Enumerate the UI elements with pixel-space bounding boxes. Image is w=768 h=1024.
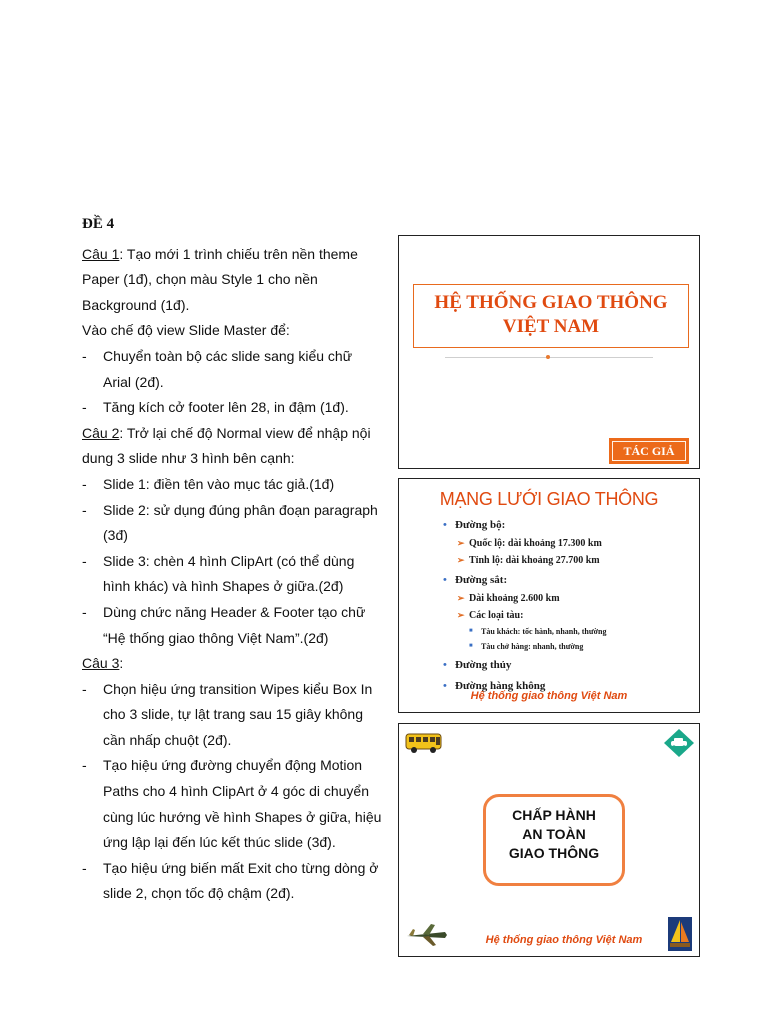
list-item-text: Tạo hiệu ứng đường chuyển động Motion Paths cho 4 hình ClipArt ở 4 góc di chuyển cùng lúc hướng về hình Shapes ở giữa, hiệu ứng lập lại đến lúc kết thúc slide (3đ). (103, 757, 382, 851)
slide-2-thumbnail (398, 478, 700, 713)
slide-2-bullet-text: Tỉnh lộ: dài khoảng 27.700 km (469, 555, 600, 566)
slide-2-bullet-text: Đường hàng không (455, 680, 546, 692)
list-item (82, 395, 382, 421)
list-item (82, 856, 382, 907)
dash-bullet: - (82, 680, 87, 697)
list-item-text: Tăng kích cở footer lên 28, in đậm (1đ). (103, 399, 349, 416)
safety-text-line-2: AN TOÀN (522, 826, 586, 842)
bullet-arrow-icon: ➢ (457, 610, 465, 620)
list-item (82, 677, 382, 754)
slide-3-footer: Hệ thống giao thông Việt Nam (485, 934, 643, 946)
slide-3-thumbnail (398, 723, 700, 957)
bullet-arrow-icon: ➢ (457, 593, 465, 603)
slide-2-bullet-level-2 (443, 610, 693, 627)
question-1-list (82, 344, 382, 421)
dash-bullet: - (82, 399, 87, 416)
dash-bullet: - (82, 347, 87, 364)
bus-clipart-icon (405, 730, 443, 756)
list-item (82, 498, 382, 549)
slide-2-bullet-level-3 (443, 642, 693, 657)
list-item-text: Dùng chức năng Header & Footer tạo chữ “Hệ thống giao thông Việt Nam”.(2đ) (103, 603, 366, 646)
bullet-dot-icon: • (443, 680, 447, 692)
slide-2-bullet-text: Tàu khách: tốc hành, nhanh, thường (481, 627, 607, 636)
bullet-dot-icon: • (443, 659, 447, 671)
list-item-text: Slide 2: sử dụng đúng phân đoạn paragraph (3đ) (103, 501, 378, 544)
question-2-list (82, 472, 382, 651)
bullet-arrow-icon: ➢ (457, 555, 465, 565)
list-item-text: Slide 1: điền tên vào mục tác giả.(1đ) (103, 475, 335, 492)
question-1-master-intro: Vào chế độ view Slide Master để: (82, 322, 290, 339)
bullet-arrow-icon: ➢ (457, 538, 465, 548)
question-3 (82, 651, 382, 677)
question-3-label: Câu 3 (82, 655, 120, 672)
slide-2-bullet-level-2 (443, 538, 693, 555)
slide-2-bullet-level-2 (443, 555, 693, 572)
bullet-square-icon: ■ (469, 628, 473, 634)
slide-2-bullet-text: Đường bộ: (455, 519, 506, 531)
question-1 (82, 242, 382, 319)
slide-2-bullet-level-2 (443, 593, 693, 610)
list-item (82, 600, 382, 651)
question-2 (82, 421, 382, 472)
list-item (82, 549, 382, 600)
question-3-list (82, 677, 382, 907)
slide-1-title-line-2: VIỆT NAM (502, 316, 600, 337)
list-item-text: Chọn hiệu ứng transition Wipes kiểu Box In cho 3 slide, tự lật trang sau 15 giây không cần nhấp chuột (2đ). (103, 680, 373, 748)
dash-bullet: - (82, 757, 87, 774)
safety-shape-text (483, 806, 625, 863)
bullet-dot-icon: • (443, 574, 447, 586)
slide-2-bullet-text: Đường sắt: (455, 574, 508, 586)
slide-1-title-line-1: HỆ THỐNG GIAO THÔNG (434, 292, 668, 313)
dash-bullet: - (82, 859, 87, 876)
dash-bullet: - (82, 475, 87, 492)
dash-bullet: - (82, 552, 87, 569)
dash-bullet: - (82, 501, 87, 518)
bullet-dot-icon: • (443, 519, 447, 531)
slide-2-bullet-text: Tàu chở hàng: nhanh, thường (481, 642, 584, 651)
slide-2-bullet-level-1 (443, 574, 693, 593)
slide-2-bullet-text: Đường thủy (455, 659, 512, 671)
slide-2-bullet-text: Dài khoảng 2.600 km (469, 593, 560, 604)
slide-1-divider-dot (546, 355, 550, 359)
question-2-label: Câu 2 (82, 424, 120, 441)
safety-text-line-3: GIAO THÔNG (508, 845, 600, 861)
slide-1-title-box (413, 284, 689, 348)
list-item-text: Chuyển toàn bộ các slide sang kiểu chữ Arial (2đ). (103, 347, 353, 390)
dash-bullet: - (82, 603, 87, 620)
slide-2-bullet-level-3 (443, 627, 693, 642)
slide-2-bullet-level-1 (443, 659, 693, 678)
question-3-text: : (119, 655, 124, 672)
slide-2-bullet-text: Quốc lộ: dài khoảng 17.300 km (469, 538, 602, 549)
list-item (82, 472, 382, 498)
slide-2-bullet-list (443, 517, 693, 699)
slide-2-footer: Hệ thống giao thông Việt Nam (470, 690, 628, 702)
exam-document (82, 212, 382, 907)
bullet-square-icon: ■ (469, 643, 473, 649)
slide-2-bullet-text: Các loại tàu: (469, 610, 524, 621)
list-item (82, 344, 382, 395)
slide-1-thumbnail (398, 235, 700, 469)
list-item (82, 753, 382, 855)
exam-heading: ĐỀ 4 (82, 216, 115, 232)
question-2-text: : Trở lại chế độ Normal view để nhập nội dung 3 slide như 3 hình bên cạnh: (82, 424, 371, 467)
author-button: TÁC GIẢ (609, 438, 689, 464)
car-sign-icon (663, 728, 695, 758)
list-item-text: Tạo hiệu ứng biến mất Exit cho từng dòng ở slide 2, chọn tốc độ chậm (2đ). (103, 859, 379, 902)
slide-2-bullet-level-1 (443, 519, 693, 538)
author-button-frame (612, 441, 686, 461)
safety-text-line-1: CHẤP HÀNH (512, 807, 596, 823)
slide-2-title: MẠNG LƯỚI GIAO THÔNG (439, 489, 659, 509)
question-1-text: : Tạo mới 1 trình chiếu trên nền theme Paper (1đ), chọn màu Style 1 cho nền Background (1đ). (82, 245, 358, 313)
slide-1-title (414, 285, 688, 339)
list-item-text: Slide 3: chèn 4 hình ClipArt (có thể dùng hình khác) và hình Shapes ở giữa.(2đ) (103, 552, 355, 595)
question-1-label: Câu 1 (82, 245, 120, 262)
